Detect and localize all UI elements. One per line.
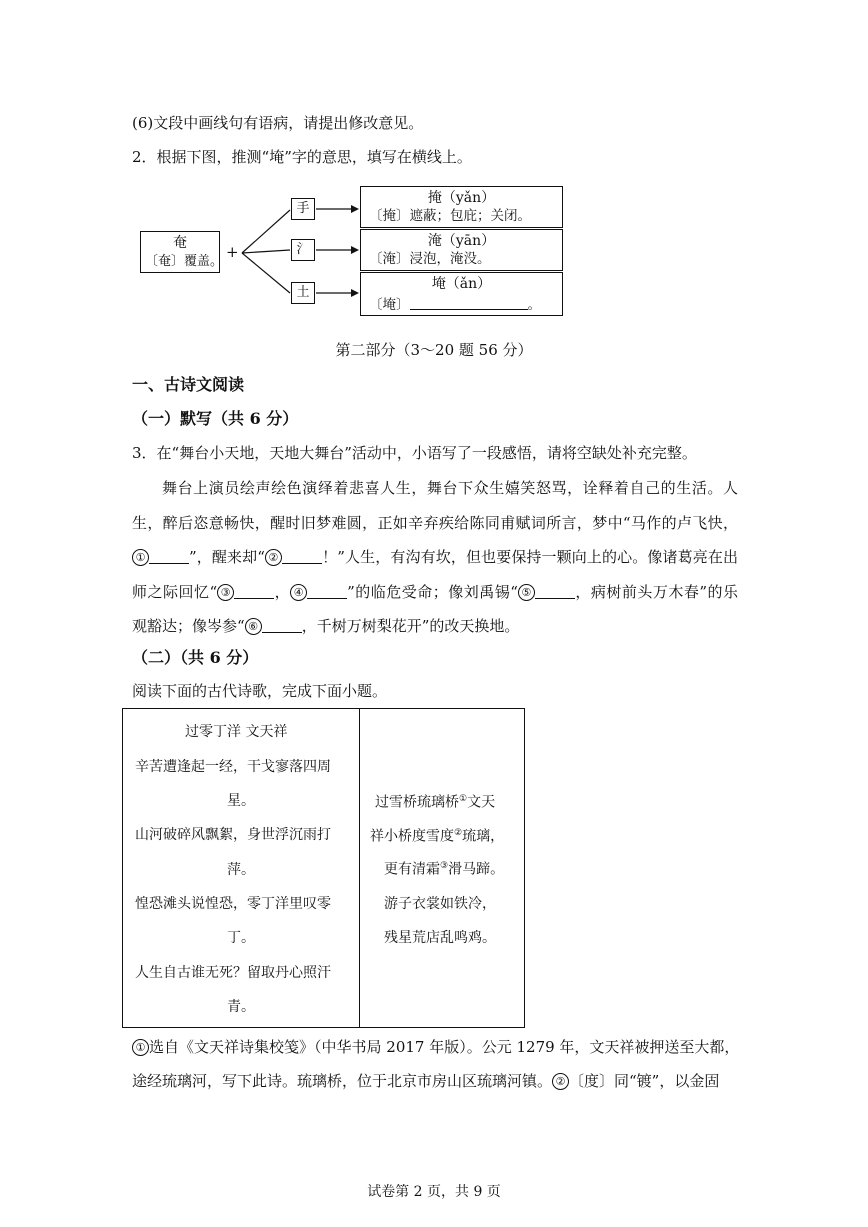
poem-left-title: 过零丁洋 文天祥	[185, 724, 288, 740]
question-6-text: (6)文段中画线句有语病，请提出修改意见。	[132, 114, 424, 132]
footnote-1-cont	[132, 1073, 719, 1090]
passage-t7: 豁达；像岑参“	[147, 617, 245, 635]
poem-right-line-5: 残星荒店乱鸣鸡。	[384, 930, 496, 946]
blank-number-4: ④	[290, 584, 307, 601]
poem-right-text: 祥小桥度雪度	[370, 828, 454, 845]
page-footer: 试卷第 2 页，共 9 页	[367, 1184, 501, 1200]
blank-6[interactable]	[262, 618, 302, 633]
poem-left-line: 萍。	[227, 862, 255, 878]
branch-title-yan1: 淹（yān）	[427, 233, 496, 249]
subsection-title-poem: （二）（共 6 分）	[132, 648, 259, 667]
footnote-1-text: 选自《文天祥诗集校笺》（中华书局 2017 年版）。公元 1279 年，文天祥被押送至大都，	[149, 1038, 740, 1056]
passage-t8: ，千树万树梨花开”的改天换地。	[301, 617, 520, 635]
answer-blank[interactable]	[410, 297, 528, 310]
poem-left-line: 惶恐滩头说惶恐，零丁洋里叹零	[135, 896, 331, 912]
poem-left-line: 星。	[227, 793, 255, 809]
poem-right-line-3	[384, 862, 504, 877]
part2-title: 第二部分（3～20 题 56 分）	[335, 341, 533, 359]
radical-shui: 氵	[291, 239, 315, 261]
poem-right-text: 滑马蹄。	[448, 861, 505, 878]
footnote-ref-2: ②	[454, 828, 463, 838]
footnote-2-text: 〔度〕同“镀”，以金固	[569, 1072, 720, 1090]
branch-def-yan1: 〔淹〕浸泡，淹没。	[369, 251, 491, 267]
blank-number-6: ⑥	[245, 618, 262, 635]
question-2-text: 2．根据下图，推测“埯”字的意思，填写在横线上。	[132, 148, 472, 166]
passage-t5: ”的临危受命；像刘禹锡“	[347, 582, 518, 601]
radical-tu: 土	[291, 282, 315, 304]
footnote-1-mark: ①	[132, 1039, 149, 1056]
blank-4[interactable]	[307, 584, 347, 599]
poem-right-text: 文天	[467, 794, 496, 811]
subsection-title-dictation: （一）默写（共 6 分）	[132, 409, 299, 428]
branch-def-an3	[369, 297, 541, 313]
poem-right-text: 更有清霜	[384, 861, 440, 878]
blank-number-5: ⑤	[518, 584, 535, 601]
branch-title-yan3: 掩（yǎn）	[427, 190, 496, 206]
branch-def-an3-prefix: 〔埯〕	[369, 297, 410, 313]
poem-left-line: 辛苦遭逢起一经，干戈寥落四周	[135, 759, 331, 775]
poem-left-line: 青。	[227, 999, 255, 1015]
radical-shou: 手	[291, 198, 315, 220]
poem-right-text: 琉璃，	[462, 828, 505, 845]
root-definition: 〔奄〕覆盖。	[145, 254, 224, 269]
branch-box-an3	[360, 272, 563, 316]
footnote-ref-3: ③	[440, 861, 449, 871]
poem-left-line: 丁。	[227, 930, 255, 946]
root-character: 奄	[173, 235, 187, 251]
blank-5[interactable]	[535, 584, 575, 599]
root-character-box	[140, 231, 224, 273]
passage-p1: 舞台上演员绘声绘色演绎着悲喜人生，舞台下众生嬉笑怒骂，诠释着自己的生活。人生，醉后恣意畅快，醒时旧梦难圆，正如辛弃疾给陈同甫赋词所言，梦中“马作的卢飞快，	[132, 479, 738, 532]
blank-2[interactable]	[282, 549, 322, 564]
footnote-1-cont-text: 途经琉璃河，写下此诗。琉璃桥，位于北京市房山区琉璃河镇。	[132, 1072, 553, 1090]
poem-right-line-1	[375, 795, 495, 810]
blank-number-3: ③	[217, 584, 234, 601]
branch-title-an3: 埯（ǎn）	[431, 276, 492, 292]
passage-t3: 师之际回忆“	[132, 582, 218, 601]
poem-table	[122, 708, 525, 1028]
passage-t2: ！”人生，有沟有坎，但也要保持一颗向上的心。像诸葛亮在出	[321, 548, 739, 566]
poem-table-divider	[359, 709, 360, 1027]
branch-def-an3-suffix: 。	[527, 297, 541, 313]
passage-t1: ”，醒来却“	[189, 548, 265, 566]
passage-t4: ，	[274, 582, 291, 601]
branch-box-yan1	[360, 229, 563, 271]
poem-right-line-4: 游子衣裳如铁冷，	[384, 896, 496, 912]
branch-box-yan3	[360, 186, 563, 228]
section-title-poetry: 一、古诗文阅读	[132, 375, 245, 394]
poem-right-line-2	[370, 829, 504, 844]
blank-number-1: ①	[132, 549, 149, 566]
passage-t6: ，病树前头万木春”的乐观	[132, 582, 738, 635]
poem-left-line: 人生自古谁无死？留取丹心照汗	[135, 965, 331, 981]
question-3-intro: 3．在“舞台小天地，天地大舞台”活动中，小语写了一段感悟，请将空缺处补充完整。	[132, 444, 697, 462]
poem-left-line: 山河破碎风飘絮，身世浮沉雨打	[135, 827, 331, 843]
footnote-1	[132, 1039, 739, 1056]
footnote-2-mark: ②	[552, 1073, 569, 1090]
blank-3[interactable]	[234, 584, 274, 599]
question-3-passage	[132, 471, 738, 644]
poem-right-text: 过雪桥琉璃桥	[375, 794, 459, 811]
blank-1[interactable]	[149, 549, 189, 564]
footnote-ref-1: ①	[459, 794, 468, 804]
branch-def-yan3: 〔掩〕遮蔽；包庇；关闭。	[369, 208, 531, 224]
poem-instructions: 阅读下面的古代诗歌，完成下面小题。	[132, 682, 388, 700]
plus-sign: +	[226, 243, 239, 261]
blank-number-2: ②	[265, 549, 282, 566]
